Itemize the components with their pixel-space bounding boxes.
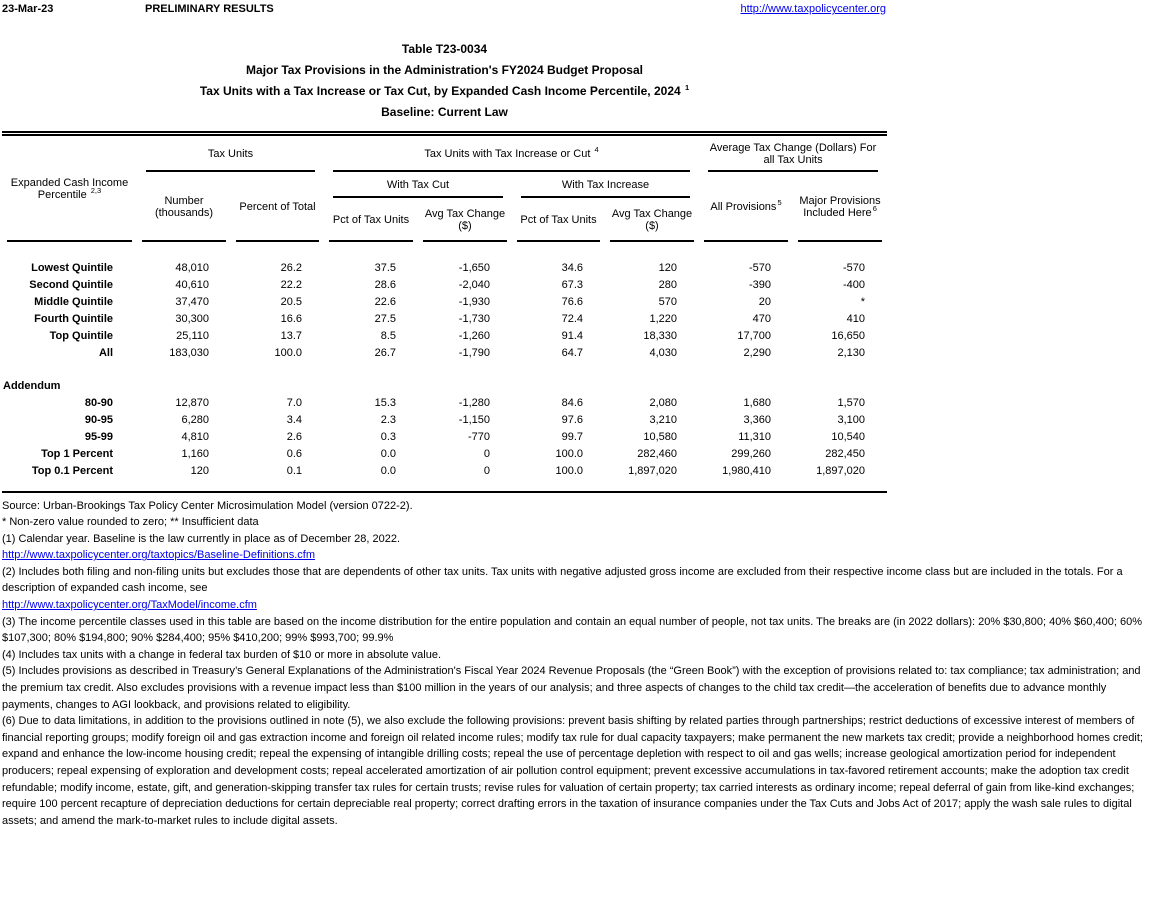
preliminary-results-label: PRELIMINARY RESULTS bbox=[145, 3, 274, 15]
table-row bbox=[2, 311, 887, 328]
cell: 282,460 bbox=[637, 448, 678, 460]
cell: 0.1 bbox=[286, 465, 302, 477]
addendum-row bbox=[2, 378, 887, 395]
cell: 100.0 bbox=[555, 465, 583, 477]
column-header-all-provisions: All Provisions$^5$ bbox=[699, 172, 793, 242]
cell: 76.6 bbox=[561, 296, 583, 308]
cell: 100.0 bbox=[555, 448, 583, 460]
cell: -1,790 bbox=[458, 347, 490, 359]
cell: 2,130 bbox=[837, 347, 866, 359]
cell: -2,040 bbox=[458, 279, 490, 291]
cell: 1,980,410 bbox=[722, 465, 772, 477]
cell: 183,030 bbox=[169, 347, 209, 359]
cell: 0.0 bbox=[380, 448, 396, 460]
cell: 410 bbox=[846, 313, 866, 325]
footnote-2: (2) Includes both filing and non-filing units but excludes those that are dependents of other tax units. Tax units with negative adjusted gross income are excluded from their respective income class but are included in the totals. For a description of expanded cash income, see bbox=[2, 565, 1123, 595]
column-header-percent-of-total: Percent of Total bbox=[231, 172, 324, 242]
cell: 3.4 bbox=[286, 414, 302, 426]
table-subtitle: Tax Units with a Tax Increase or Tax Cut, by Expanded Cash Income Percentile, 2024 $^1$ bbox=[199, 83, 690, 98]
cell: 2.3 bbox=[380, 414, 396, 426]
table-row bbox=[2, 260, 887, 277]
cell: 40,610 bbox=[175, 279, 209, 291]
cell: 12,870 bbox=[175, 397, 209, 409]
cell: 25,110 bbox=[176, 330, 209, 342]
footnote-1-link-line bbox=[2, 547, 1152, 564]
baseline-definitions-link[interactable]: http://www.taxpolicycenter.org/taxtopics/Baseline-Definitions.cfm bbox=[2, 549, 316, 562]
cell: 17,700 bbox=[737, 330, 772, 342]
baseline-label: Baseline: Current Law bbox=[381, 105, 508, 119]
cell: 0.3 bbox=[380, 431, 396, 443]
cell: 282,450 bbox=[825, 448, 866, 460]
row-label: Top Quintile bbox=[49, 330, 113, 342]
cell: 1,160 bbox=[181, 448, 209, 460]
cell: 34.6 bbox=[561, 262, 583, 274]
table-row bbox=[2, 328, 887, 345]
cell: -770 bbox=[467, 431, 490, 443]
table-row bbox=[2, 294, 887, 311]
cell: 91.4 bbox=[561, 330, 583, 342]
table-body bbox=[2, 242, 887, 492]
column-header-cut-pct: Pct of Tax Units bbox=[324, 198, 418, 242]
cell: -1,280 bbox=[458, 397, 490, 409]
taxpolicycenter-link[interactable]: http://www.taxpolicycenter.org bbox=[740, 3, 886, 15]
results-table bbox=[2, 131, 887, 493]
table-row bbox=[2, 395, 887, 412]
cell: * bbox=[860, 296, 866, 308]
cell: 10,580 bbox=[643, 431, 678, 443]
cell: 16,650 bbox=[831, 330, 866, 342]
cell: 0.6 bbox=[286, 448, 302, 460]
table-row bbox=[2, 429, 887, 446]
footnote-1: (1) Calendar year. Baseline is the law currently in place as of December 28, 2022. bbox=[2, 532, 401, 545]
footnote-2-link-line bbox=[2, 597, 1152, 614]
cell: 30,300 bbox=[175, 313, 209, 325]
footnotes bbox=[2, 498, 1152, 830]
cell: 28.6 bbox=[374, 279, 396, 291]
top-meta-bar bbox=[2, 3, 886, 19]
cell: 4,030 bbox=[649, 347, 678, 359]
cell: 11,310 bbox=[738, 431, 772, 443]
table-main-title: Major Tax Provisions in the Administration's FY2024 Budget Proposal bbox=[246, 63, 643, 77]
cell: -1,930 bbox=[458, 296, 490, 308]
cell: 1,220 bbox=[649, 313, 678, 325]
addendum-label: Addendum bbox=[3, 380, 61, 392]
cell: 18,330 bbox=[643, 330, 678, 342]
row-label: Fourth Quintile bbox=[34, 313, 113, 325]
table-row bbox=[2, 412, 887, 429]
cell: 0 bbox=[483, 448, 490, 460]
cell: 26.7 bbox=[374, 347, 396, 359]
cell: 84.6 bbox=[561, 397, 583, 409]
column-header-number: Number (thousands) bbox=[137, 172, 231, 242]
source-note: Source: Urban-Brookings Tax Policy Center Microsimulation Model (version 0722-2). bbox=[2, 499, 413, 512]
column-header-percentile: Expanded Cash Income Percentile $^{2,3}$ bbox=[2, 134, 137, 242]
cell: -1,650 bbox=[458, 262, 490, 274]
cell: 20 bbox=[758, 296, 772, 308]
footnote-5: (5) Includes provisions as described in Treasury’s General Explanations of the Administration's Fiscal Year 2024 Revenue Proposals (the “Green Book”) with the exception of provisions related to: tax compliance; tax administration; and the premium tax credit. Also excludes provisions with a revenue impact less than $100 million in the years of our analysis; and three aspects of changes to the child tax credit—the acceleration of benefits due to advance monthly payments, changes to AGI lookback, and provisions related to eligibility. bbox=[2, 665, 1141, 711]
cell: 13.7 bbox=[280, 330, 302, 342]
cell: 8.5 bbox=[380, 330, 396, 342]
cell: -570 bbox=[843, 262, 866, 274]
table-number-title: Table T23-0034 bbox=[401, 42, 488, 56]
cell: 10,540 bbox=[831, 431, 866, 443]
cell: 99.7 bbox=[561, 431, 583, 443]
cell: -390 bbox=[748, 279, 772, 291]
table-row bbox=[2, 446, 887, 463]
cell: -1,260 bbox=[458, 330, 490, 342]
column-header-increase-pct: Pct of Tax Units bbox=[512, 198, 605, 242]
footnote-6: (6) Due to data limitations, in addition to the provisions outlined in note (5), we also exclude the following provisions: prevent basis shifting by related parties through partnerships; restrict deductions of excessive interest of members of financial reporting groups; modify foreign oil and gas extraction income and foreign oil related income rules; modify tax rule for dual capacity taxpayers; make permanent the new markets tax credit; provide a neighborhood homes credit; expand and enhance the low-income housing credit; repeal the expensing of intangible drilling costs; repeal the use of percentage depletion with respect to oil and gas wells; increase geological amortization period for independent producers; repeal expensing of exploration and development costs; repeal accelerated amortization of air pollution control equipment; prevent excessive accumulations in tax-favored retirement accounts; make the adoption tax credit refundable; modify income, estate, gift, and generation-skipping transfer tax rules for certain trusts; revise rules for valuation of certain property; tax carried interests as ordinary income; repeal deferral of gain from like-kind exchanges; require 100 percent recapture of depreciation deductions for certain depreciable real property; correct drafting errors in the taxation of insurance companies under the Tax Cuts and Jobs Act of 2017; apply the wash sale rules to digital assets; and amend the mark-to-market rules to include digital assets. bbox=[2, 715, 1143, 827]
cell: 120 bbox=[190, 465, 209, 477]
cell: 3,360 bbox=[743, 414, 772, 426]
cell: 3,210 bbox=[649, 414, 678, 426]
cell: 64.7 bbox=[561, 347, 583, 359]
cell: 4,810 bbox=[181, 431, 209, 443]
cell: 97.6 bbox=[561, 414, 583, 426]
row-label: 95-99 bbox=[84, 431, 113, 443]
footnote-4: (4) Includes tax units with a change in federal tax burden of $10 or more in absolute value. bbox=[2, 648, 442, 661]
cell: 6,280 bbox=[181, 414, 209, 426]
row-label: Second Quintile bbox=[29, 279, 113, 291]
site-link-wrap bbox=[740, 3, 886, 15]
income-definition-link[interactable]: http://www.taxpolicycenter.org/TaxModel/income.cfm bbox=[2, 599, 257, 612]
row-label: 80-90 bbox=[84, 397, 113, 409]
spacer-row bbox=[2, 362, 887, 378]
spacer-row bbox=[2, 242, 887, 260]
cell: 2.6 bbox=[286, 431, 302, 443]
column-header-increase-avg: Avg Tax Change ($) bbox=[605, 198, 699, 242]
cell: 27.5 bbox=[374, 313, 396, 325]
column-group-avg-tax-change: Average Tax Change (Dollars) For all Tax Units bbox=[699, 134, 887, 172]
cell: 22.6 bbox=[374, 296, 396, 308]
cell: -570 bbox=[748, 262, 772, 274]
title-block bbox=[2, 39, 887, 123]
cell: 2,290 bbox=[743, 347, 772, 359]
cell: 100.0 bbox=[274, 347, 302, 359]
cell: 7.0 bbox=[286, 397, 302, 409]
cell: 20.5 bbox=[280, 296, 302, 308]
table-row bbox=[2, 277, 887, 294]
column-header-cut-avg: Avg Tax Change ($) bbox=[418, 198, 512, 242]
symbols-note: * Non-zero value rounded to zero; ** Insufficient data bbox=[2, 516, 259, 529]
row-label: Top 0.1 Percent bbox=[31, 465, 113, 477]
table-row bbox=[2, 463, 887, 480]
row-label: All bbox=[98, 347, 113, 359]
column-subgroup-with-tax-increase: With Tax Increase bbox=[512, 172, 699, 198]
cell: 2,080 bbox=[649, 397, 678, 409]
cell: -1,150 bbox=[458, 414, 490, 426]
spacer-row bbox=[2, 480, 887, 492]
cell: 1,897,020 bbox=[628, 465, 678, 477]
cell: 120 bbox=[658, 262, 678, 274]
cell: 67.3 bbox=[561, 279, 583, 291]
cell: 570 bbox=[658, 296, 678, 308]
date-label: 23-Mar-23 bbox=[2, 3, 54, 15]
cell: 48,010 bbox=[175, 262, 209, 274]
column-group-tax-units: Tax Units bbox=[137, 134, 324, 172]
cell: 26.2 bbox=[280, 262, 302, 274]
cell: 299,260 bbox=[731, 448, 772, 460]
cell: 0 bbox=[483, 465, 490, 477]
cell: 3,100 bbox=[837, 414, 866, 426]
row-label: Lowest Quintile bbox=[31, 262, 113, 274]
cell: 470 bbox=[752, 313, 772, 325]
cell: 1,570 bbox=[837, 397, 866, 409]
cell: 280 bbox=[658, 279, 678, 291]
cell: 72.4 bbox=[561, 313, 583, 325]
row-label: Middle Quintile bbox=[34, 296, 113, 308]
cell: 37,470 bbox=[175, 296, 209, 308]
cell: 15.3 bbox=[374, 397, 396, 409]
footnote-3: (3) The income percentile classes used in this table are based on the income distribution for the entire population and contain an equal number of people, not tax units. The breaks are (in 2022 dollars): 20% $30,800; 40% $60,400; 60% $107,300; 80% $194,800; 90% $284,400; 95% $410,200; 99% $993,700; 99.9% bbox=[2, 615, 1143, 645]
column-group-increase-or-cut: Tax Units with Tax Increase or Cut $^4$ bbox=[324, 134, 699, 172]
row-label: Top 1 Percent bbox=[41, 448, 113, 460]
column-header-major-provisions: Major Provisions Included Here$^6$ bbox=[793, 172, 887, 242]
cell: 22.2 bbox=[280, 279, 302, 291]
cell: 16.6 bbox=[280, 313, 302, 325]
cell: 37.5 bbox=[374, 262, 396, 274]
cell: -400 bbox=[843, 279, 866, 291]
cell: 1,680 bbox=[743, 397, 772, 409]
table-row bbox=[2, 345, 887, 362]
column-subgroup-with-tax-cut: With Tax Cut bbox=[324, 172, 512, 198]
row-label: 90-95 bbox=[84, 414, 113, 426]
cell: -1,730 bbox=[458, 313, 490, 325]
cell: 1,897,020 bbox=[816, 465, 866, 477]
cell: 0.0 bbox=[380, 465, 396, 477]
